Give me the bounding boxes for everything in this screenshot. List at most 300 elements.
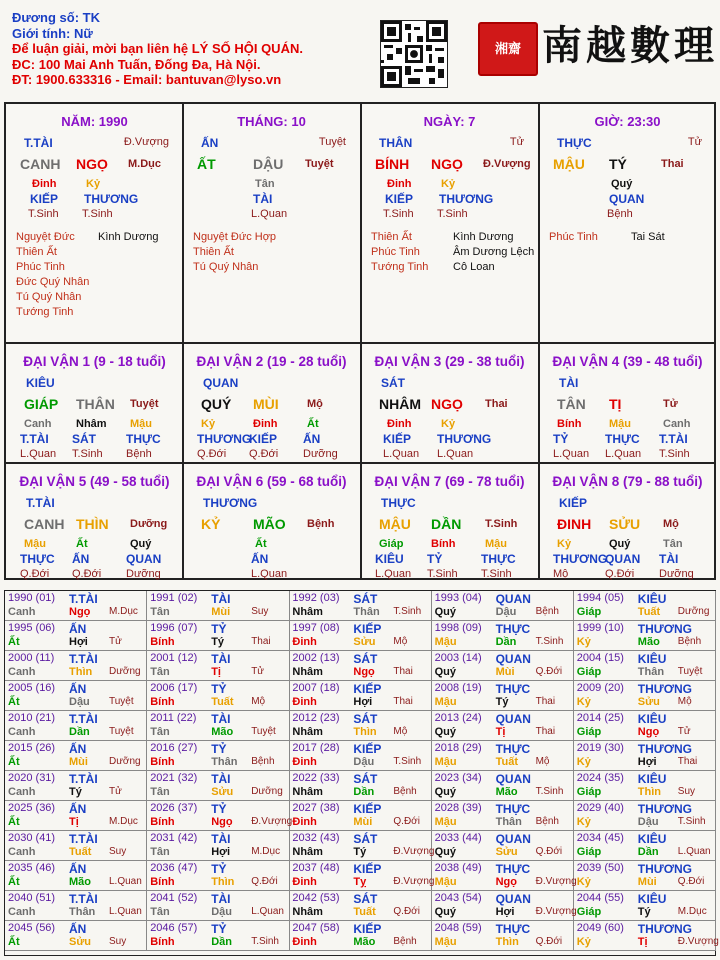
year-can: Ất [8, 816, 20, 828]
year-label: 2042 (53) [292, 892, 340, 904]
year-label: 2016 (27) [150, 742, 198, 754]
hidden-stem: Kỷ [441, 178, 456, 190]
year-god: KIÊU [637, 712, 667, 726]
year-phase: Bệnh [535, 816, 559, 827]
dv-hidden-god: KIÊU [375, 552, 404, 566]
year-phase: Đ.Vượng [251, 816, 293, 827]
year-label: 2028 (39) [434, 802, 482, 814]
year-phase: Đ.Vượng [393, 876, 435, 887]
hidden-phase: T.Sinh [437, 208, 468, 220]
dai-van-4 [539, 344, 716, 462]
year-cell [5, 831, 147, 861]
year-god: T.TÀI [69, 652, 98, 666]
good-star: Thiên Ất [371, 231, 412, 243]
pillar-phase: M.Dục [128, 158, 161, 170]
year-cell [5, 711, 147, 741]
year-god: TỶ [211, 862, 227, 876]
year-can: Mậu [434, 936, 457, 948]
year-label: 2035 (46) [8, 862, 56, 874]
year-label: 2029 (40) [576, 802, 624, 814]
dv-hidden-phase: Q.Đới [197, 448, 227, 460]
year-chi: Hợi [495, 906, 515, 918]
year-label: 2023 (34) [434, 772, 482, 784]
year-label: 1998 (09) [434, 622, 482, 634]
year-phase: T.Sinh [251, 936, 279, 947]
dv-hidden-phase: L.Quan [605, 448, 642, 460]
year-can: Nhâm [292, 726, 323, 738]
year-god: ẤN [69, 802, 87, 816]
year-cell [289, 861, 435, 891]
year-chi: Dần [69, 726, 90, 738]
year-chi: Dần [495, 636, 517, 648]
year-label: 1995 (06) [8, 622, 56, 634]
year-phase: Dưỡng [251, 786, 283, 797]
dai-van-god: KIẾP [559, 496, 588, 510]
year-phase: Bệnh [535, 606, 559, 617]
dai-van-chi: DẦN [431, 516, 462, 532]
dai-van-can: CANH [24, 516, 65, 532]
year-phase: Thai [677, 756, 698, 767]
year-phase: Đ.Vượng [535, 906, 577, 917]
year-label: 2015 (26) [8, 742, 56, 754]
hidden-god: TÀI [253, 192, 273, 206]
year-cell [289, 651, 431, 681]
year-god: KIẾP [353, 742, 382, 756]
year-cell [574, 591, 716, 621]
dai-van-can: KỶ [201, 516, 221, 532]
dai-van-can: QUÝ [201, 396, 232, 412]
year-chi: Thân [211, 756, 238, 768]
year-can: Canh [8, 906, 36, 918]
year-god: QUAN [495, 592, 531, 606]
hidden-god: THƯƠNG [439, 192, 494, 206]
year-phase: Suy [251, 606, 269, 617]
year-can: Quý [434, 726, 456, 738]
year-label: 2010 (21) [8, 712, 56, 724]
dv-hidden-god: TỶ [427, 552, 443, 566]
year-phase: Tử [109, 786, 122, 797]
year-cell [147, 801, 293, 831]
year-god: ẤN [69, 622, 87, 636]
header-info [12, 10, 372, 88]
year-chi: Tị [211, 666, 221, 678]
year-chi: Hợi [69, 636, 88, 648]
year-phase: Thai [251, 636, 271, 647]
year-chi: Tị [69, 816, 79, 828]
gender-label: Giới tính: [12, 25, 71, 41]
year-god: SÁT [353, 892, 378, 906]
year-phase: Bệnh [251, 756, 275, 767]
dv-hidden-phase: T.Sinh [427, 568, 458, 580]
dai-van-god: THỰC [381, 496, 416, 510]
year-can: Giáp [576, 726, 602, 738]
dv-hidden-god: TỶ [553, 432, 569, 446]
year-phase: Đ.Vượng [535, 876, 577, 887]
year-can: Ất [8, 876, 20, 888]
year-cell [432, 891, 577, 921]
hidden-god: THƯƠNG [84, 192, 139, 206]
dv-hidden-stem: Đinh [387, 418, 412, 430]
dv-hidden-god: T.TÀI [659, 432, 688, 446]
good-star: Phúc Tinh [549, 231, 598, 243]
year-chi: Tý [353, 846, 367, 858]
year-phase: Thai [535, 726, 556, 737]
year-god: SÁT [353, 712, 378, 726]
year-label: 2017 (28) [292, 742, 340, 754]
good-star: Phúc Tinh [371, 246, 420, 258]
year-phase: Tử [677, 726, 691, 737]
hidden-stem: Kỷ [86, 178, 101, 190]
year-chi: Dậu [353, 756, 375, 768]
pillar-state: Tử [687, 136, 702, 148]
pillar-phase: Đ.Vượng [483, 158, 531, 170]
year-label: 2047 (58) [292, 922, 340, 934]
year-label: 2001 (12) [150, 652, 198, 664]
pillar-chi: NGỌ [76, 156, 108, 172]
year-cell [289, 771, 431, 801]
year-phase: Dưỡng [677, 606, 710, 617]
year-label: 1994 (05) [576, 592, 624, 604]
year-phase: Bệnh [393, 786, 417, 797]
year-chi: Tý [69, 786, 82, 798]
dv-hidden-stem: Kỷ [201, 418, 216, 430]
dv-hidden-god: KIẾP [249, 432, 278, 446]
dai-van-chi: SỬU [609, 516, 641, 532]
year-god: THỰC [495, 682, 531, 696]
dai-van-chi: TỊ [609, 396, 622, 412]
year-cell [147, 681, 289, 711]
dv-hidden-god: TÀI [659, 552, 679, 566]
year-chi: Ngọ [211, 816, 233, 828]
year-phase: L.Quan [109, 906, 142, 917]
hidden-stem: Quý [611, 178, 633, 190]
pillar-2 [183, 104, 360, 342]
year-label: 2026 (37) [150, 802, 198, 814]
year-label: 2037 (48) [292, 862, 340, 874]
year-phase: Tử [109, 636, 122, 647]
year-cell [5, 621, 147, 651]
dv-hidden-god: KIẾP [383, 432, 412, 446]
year-can: Bính [150, 636, 175, 648]
year-chi: Thìn [211, 876, 235, 888]
dai-van-chi: MÙI [253, 396, 279, 412]
year-can: Quý [434, 846, 456, 858]
year-cell [5, 591, 147, 621]
year-god: ẤN [69, 922, 87, 936]
year-chi: Mão [495, 786, 518, 798]
pillar-1 [6, 104, 183, 342]
year-cell [289, 591, 431, 621]
year-god: THƯƠNG [637, 742, 692, 756]
year-can: Kỷ [576, 696, 591, 708]
year-chi: Tý [211, 636, 225, 648]
year-label: 2024 (35) [576, 772, 624, 784]
dv-hidden-phase: Mộ [553, 568, 569, 580]
dv-hidden-stem: Mậu [130, 418, 152, 430]
year-phase: Tuyệt [109, 726, 134, 737]
year-chi: Tị [637, 936, 648, 948]
year-cell [432, 711, 574, 741]
pillar-title: NĂM: 1990 [61, 114, 128, 129]
dv-hidden-stem: Quý [609, 538, 631, 550]
pillar-can: MẬU [553, 156, 585, 172]
year-chi: Dần [637, 846, 659, 858]
year-can: Mậu [434, 876, 457, 888]
dv-hidden-god: SÁT [72, 432, 96, 446]
year-phase: Bệnh [677, 636, 702, 647]
year-label: 1993 (04) [434, 592, 482, 604]
dv-hidden-stem: Ất [307, 418, 319, 430]
year-chi: Ngọ [69, 606, 91, 618]
dv-hidden-phase: L.Quan [383, 448, 420, 460]
year-chi: Tuất [69, 846, 92, 858]
good-star: Thiên Ất [193, 246, 234, 258]
year-can: Nhâm [292, 786, 323, 798]
year-phase: Suy [109, 846, 127, 857]
year-can: Canh [8, 786, 36, 798]
year-chi: Thân [69, 906, 96, 918]
dv-hidden-stem: Kỷ [441, 418, 456, 430]
pillar-4 [539, 104, 716, 342]
year-phase: Thai [393, 696, 413, 707]
gender-value: Nữ [73, 25, 93, 41]
year-label: 2009 (20) [576, 682, 624, 694]
year-cell [574, 681, 716, 711]
year-cell [289, 921, 431, 951]
year-chi: Hợi [211, 846, 231, 858]
year-chi: Mùi [69, 756, 88, 768]
year-cell [147, 711, 289, 741]
year-god: T.TÀI [69, 832, 98, 846]
year-can: Nhâm [292, 846, 323, 858]
year-cell [432, 771, 574, 801]
year-chi: Mùi [495, 666, 515, 678]
year-god: TỶ [211, 682, 227, 696]
year-phase: Mộ [677, 696, 692, 707]
dv-hidden-phase: Q.Đới [605, 568, 635, 580]
year-cell [432, 651, 574, 681]
pillar-state: Tuyệt [318, 136, 346, 148]
year-label: 2048 (59) [434, 922, 482, 934]
dai-van-phase: Dưỡng [130, 518, 168, 530]
hidden-phase: T.Sinh [383, 208, 414, 220]
year-chi: Dậu [637, 816, 659, 828]
dai-van-phase: T.Sinh [485, 518, 518, 530]
year-phase: Đ.Vượng [393, 846, 435, 857]
pillar-god: THÂN [379, 136, 413, 150]
year-god: KIÊU [637, 892, 667, 906]
year-label: 1991 (02) [150, 592, 198, 604]
year-cell [289, 831, 435, 861]
good-star: Tú Quý Nhân [16, 291, 82, 303]
year-chi: Sửu [69, 936, 92, 948]
year-can: Giáp [576, 846, 602, 858]
year-can: Tân [150, 846, 170, 858]
bad-star: Kình Dương [98, 231, 159, 243]
year-phase: Q.Đới [251, 876, 278, 887]
dv-hidden-phase: L.Quan [251, 568, 288, 580]
dai-van-can: GIÁP [24, 396, 59, 412]
dv-hidden-stem: Kỷ [557, 538, 572, 550]
year-chi: Thìn [495, 936, 519, 948]
year-can: Đinh [292, 936, 317, 948]
year-god: KIẾP [353, 622, 382, 636]
dv-hidden-phase: Dưỡng [126, 568, 161, 580]
dv-hidden-phase: Dưỡng [659, 568, 694, 580]
year-phase: Mộ [535, 756, 550, 767]
dai-van-title: ĐẠI VẬN 5 (49 - 58 tuổi) [19, 474, 170, 489]
year-label: 2003 (14) [434, 652, 482, 664]
year-phase: Suy [109, 936, 127, 947]
year-god: TÀI [211, 712, 231, 726]
year-phase: T.Sinh [535, 786, 564, 797]
good-star: Tướng Tinh [371, 261, 429, 273]
year-can: Mậu [434, 756, 457, 768]
hidden-phase: T.Sinh [28, 208, 59, 220]
qr-code[interactable] [380, 20, 448, 88]
year-phase: Q.Đới [535, 846, 563, 857]
dai-van-1 [6, 344, 183, 462]
year-cell [574, 921, 719, 951]
year-label: 2034 (45) [576, 832, 624, 844]
year-cell [432, 831, 574, 861]
year-cell [147, 591, 289, 621]
good-star: Phúc Tinh [16, 261, 65, 273]
dv-hidden-phase: T.Sinh [481, 568, 512, 580]
year-can: Tân [150, 906, 170, 918]
year-cell [574, 861, 716, 891]
pillar-can: CANH [20, 156, 61, 172]
year-chi: Mão [353, 936, 376, 948]
hidden-phase: Bệnh [607, 208, 633, 220]
year-cell [5, 861, 147, 891]
year-label: 2020 (31) [8, 772, 56, 784]
year-label: 2011 (22) [150, 712, 197, 724]
year-god: THỰC [495, 922, 531, 936]
year-phase: Q.Đới [677, 876, 705, 887]
year-god: KIÊU [637, 832, 667, 846]
year-label: 2040 (51) [8, 892, 56, 904]
year-phase: Q.Đới [535, 666, 563, 677]
year-can: Tân [150, 606, 170, 618]
year-god: SÁT [353, 592, 378, 606]
year-god: TÀI [211, 832, 231, 846]
year-phase: Thai [535, 696, 556, 707]
year-god: THƯƠNG [637, 682, 692, 696]
year-god: ẤN [69, 742, 87, 756]
year-god: T.TÀI [69, 592, 98, 606]
year-can: Tân [150, 726, 170, 738]
dv-hidden-stem: Canh [663, 418, 691, 430]
dai-van-phase: Thai [485, 398, 508, 410]
year-can: Đinh [292, 696, 317, 708]
year-can: Đinh [292, 876, 317, 888]
bad-star: Tai Sát [631, 231, 665, 243]
year-phase: Đ.Vượng [677, 936, 719, 947]
hidden-stem: Đinh [32, 178, 57, 190]
dai-van-god: TÀI [559, 376, 579, 390]
year-can: Kỷ [576, 876, 591, 888]
dai-van-title: ĐẠI VẬN 7 (69 - 78 tuổi) [374, 474, 525, 489]
year-label: 2006 (17) [150, 682, 198, 694]
year-can: Quý [434, 606, 456, 618]
year-god: TỶ [211, 922, 227, 936]
year-can: Giáp [576, 786, 602, 798]
dai-van-chi: NGỌ [431, 396, 463, 412]
pillar-state: Tử [509, 136, 524, 148]
dv-hidden-phase: L.Quan [437, 448, 474, 460]
dai-van-title: ĐẠI VẬN 2 (19 - 28 tuổi) [196, 354, 347, 369]
year-god: T.TÀI [69, 892, 98, 906]
good-star: Nguyệt Đức Hợp [193, 231, 277, 243]
year-god: KIÊU [637, 592, 667, 606]
year-label: 1992 (03) [292, 592, 340, 604]
dai-van-can: NHÂM [379, 396, 421, 412]
dv-hidden-phase: T.Sinh [72, 448, 103, 460]
year-label: 2018 (29) [434, 742, 482, 754]
dai-van-can: MẬU [379, 516, 411, 532]
year-phase: M.Dục [677, 906, 707, 917]
year-god: SÁT [353, 772, 378, 786]
pillar-title: THÁNG: 10 [237, 114, 306, 129]
dv-hidden-stem: Ất [255, 538, 267, 550]
year-cell [5, 651, 147, 681]
year-cell [432, 681, 574, 711]
year-phase: Bệnh [393, 936, 417, 947]
year-god: ẤN [69, 862, 87, 876]
year-can: Nhâm [292, 666, 323, 678]
pillar-god: T.TÀI [24, 136, 53, 150]
year-chi: Thân [353, 606, 380, 618]
address-line: ĐC: 100 Mai Anh Tuấn, Đống Đa, Hà Nội. [12, 56, 261, 72]
year-chi: Hợi [637, 756, 657, 768]
year-label: 2049 (60) [576, 922, 624, 934]
good-star: Tướng Tinh [16, 306, 74, 318]
year-can: Đinh [292, 636, 317, 648]
year-can: Đinh [292, 816, 317, 828]
year-cell [289, 741, 431, 771]
annual-luck-grid [4, 590, 719, 956]
year-can: Kỷ [576, 636, 591, 648]
dai-van-god: THƯƠNG [203, 496, 258, 510]
year-chi: Ngọ [637, 726, 660, 738]
dai-van-chi: THÌN [76, 516, 109, 532]
year-label: 2046 (57) [150, 922, 198, 934]
dai-van-phase: Mộ [663, 518, 679, 530]
year-can: Giáp [576, 606, 602, 618]
year-can: Bính [150, 876, 175, 888]
year-can: Mậu [434, 636, 457, 648]
year-can: Tân [150, 786, 170, 798]
year-cell [574, 651, 716, 681]
year-god: THƯƠNG [637, 802, 692, 816]
year-chi: Dậu [211, 906, 232, 918]
year-chi: Dần [211, 936, 232, 948]
year-label: 2044 (55) [576, 892, 624, 904]
dv-hidden-god: THƯƠNG [553, 552, 608, 566]
year-can: Bính [150, 816, 175, 828]
dai-van-phase: Mộ [307, 398, 323, 410]
year-can: Bính [150, 936, 175, 948]
year-chi: Tuất [495, 756, 518, 768]
dai-van-god: QUAN [203, 376, 239, 390]
year-chi: Dậu [495, 606, 517, 618]
year-phase: M.Dục [251, 846, 281, 857]
year-can: Nhâm [292, 606, 323, 618]
dv-hidden-phase: Q.Đới [72, 568, 102, 580]
year-label: 1997 (08) [292, 622, 340, 634]
brand-logo: 南越數理 [542, 22, 718, 69]
